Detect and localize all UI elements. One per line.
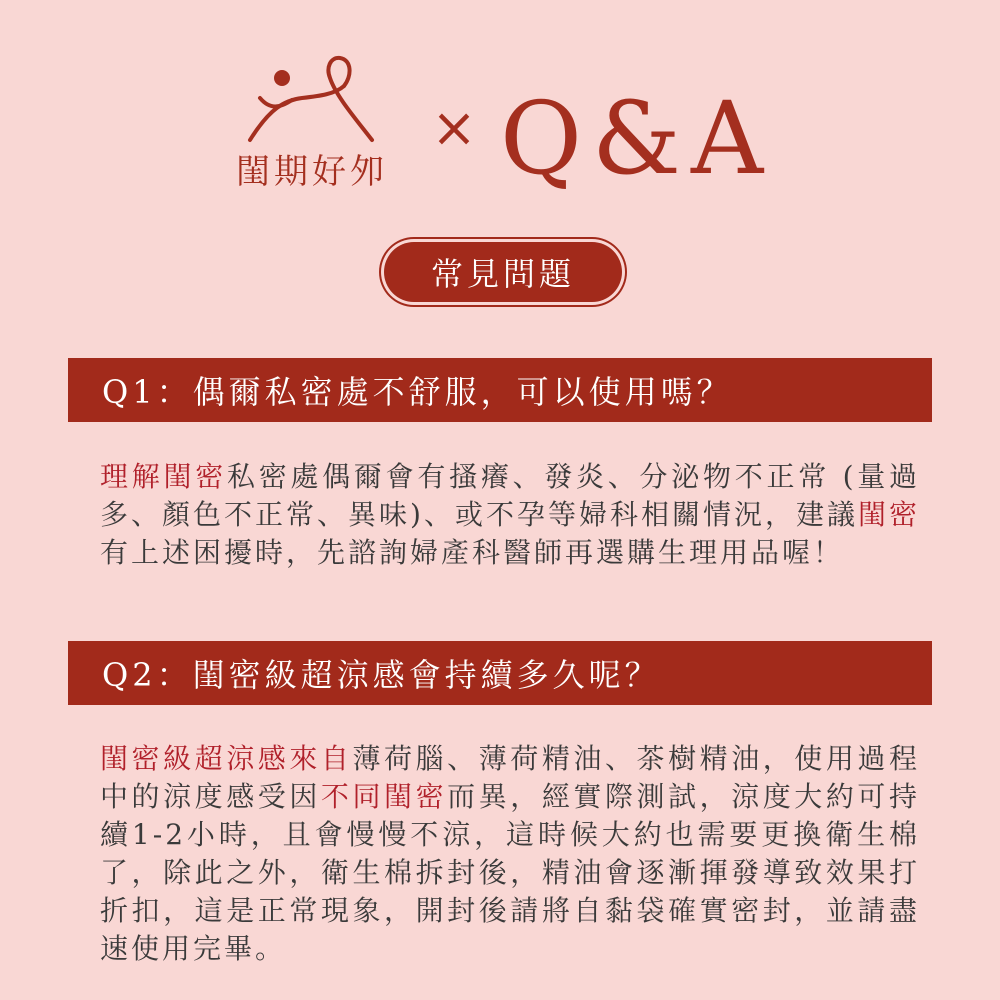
answer-1-text-1: 私密處偶爾會有搔癢、發炎、分泌物不正常 (量過多、顏色不正常、異味)、或不孕等婦科相關情況，建議: [100, 460, 920, 531]
question-1-bar: [68, 358, 932, 422]
answer-1: [100, 458, 920, 572]
question-2-text: Q2：閨密級超涼感會持續多久呢？: [102, 656, 661, 694]
answer-1-highlight-2: 閨密: [857, 498, 920, 531]
answer-2-highlight-1: 閨密級超涼感來自: [100, 742, 353, 775]
brand-logo-icon: [240, 48, 380, 148]
cross-symbol: ×: [431, 96, 477, 159]
answer-1-highlight-1: 理解閨密: [100, 460, 227, 493]
question-1-text: Q1：偶爾私密處不舒服，可以使用嗎？: [102, 373, 733, 411]
question-2-bar: [68, 641, 932, 705]
answer-2-text-2: 而異，經實際測試，涼度大約可持續1-2小時，且會慢慢不涼，這時候大約也需要更換衛生棉了，除此之外，衛生棉拆封後，精油會逐漸揮發導致效果打折扣，這是正常現象，開封後請將自黏袋確實密封，並請盡速使用完畢。: [100, 780, 920, 965]
faq-badge: 常見問題: [384, 242, 622, 302]
brand-name: 閨期好夘: [236, 152, 388, 192]
answer-2-text-1: 薄荷腦、薄荷精油、茶樹精油，使用過程中的涼度感受因: [100, 742, 920, 813]
page-title: Q&A: [500, 80, 774, 197]
answer-1-text-2: 有上述困擾時，先諮詢婦產科醫師再選購生理用品喔！: [100, 536, 845, 569]
answer-2-highlight-2: 不同閨密: [320, 780, 448, 813]
answer-2: [100, 740, 920, 968]
